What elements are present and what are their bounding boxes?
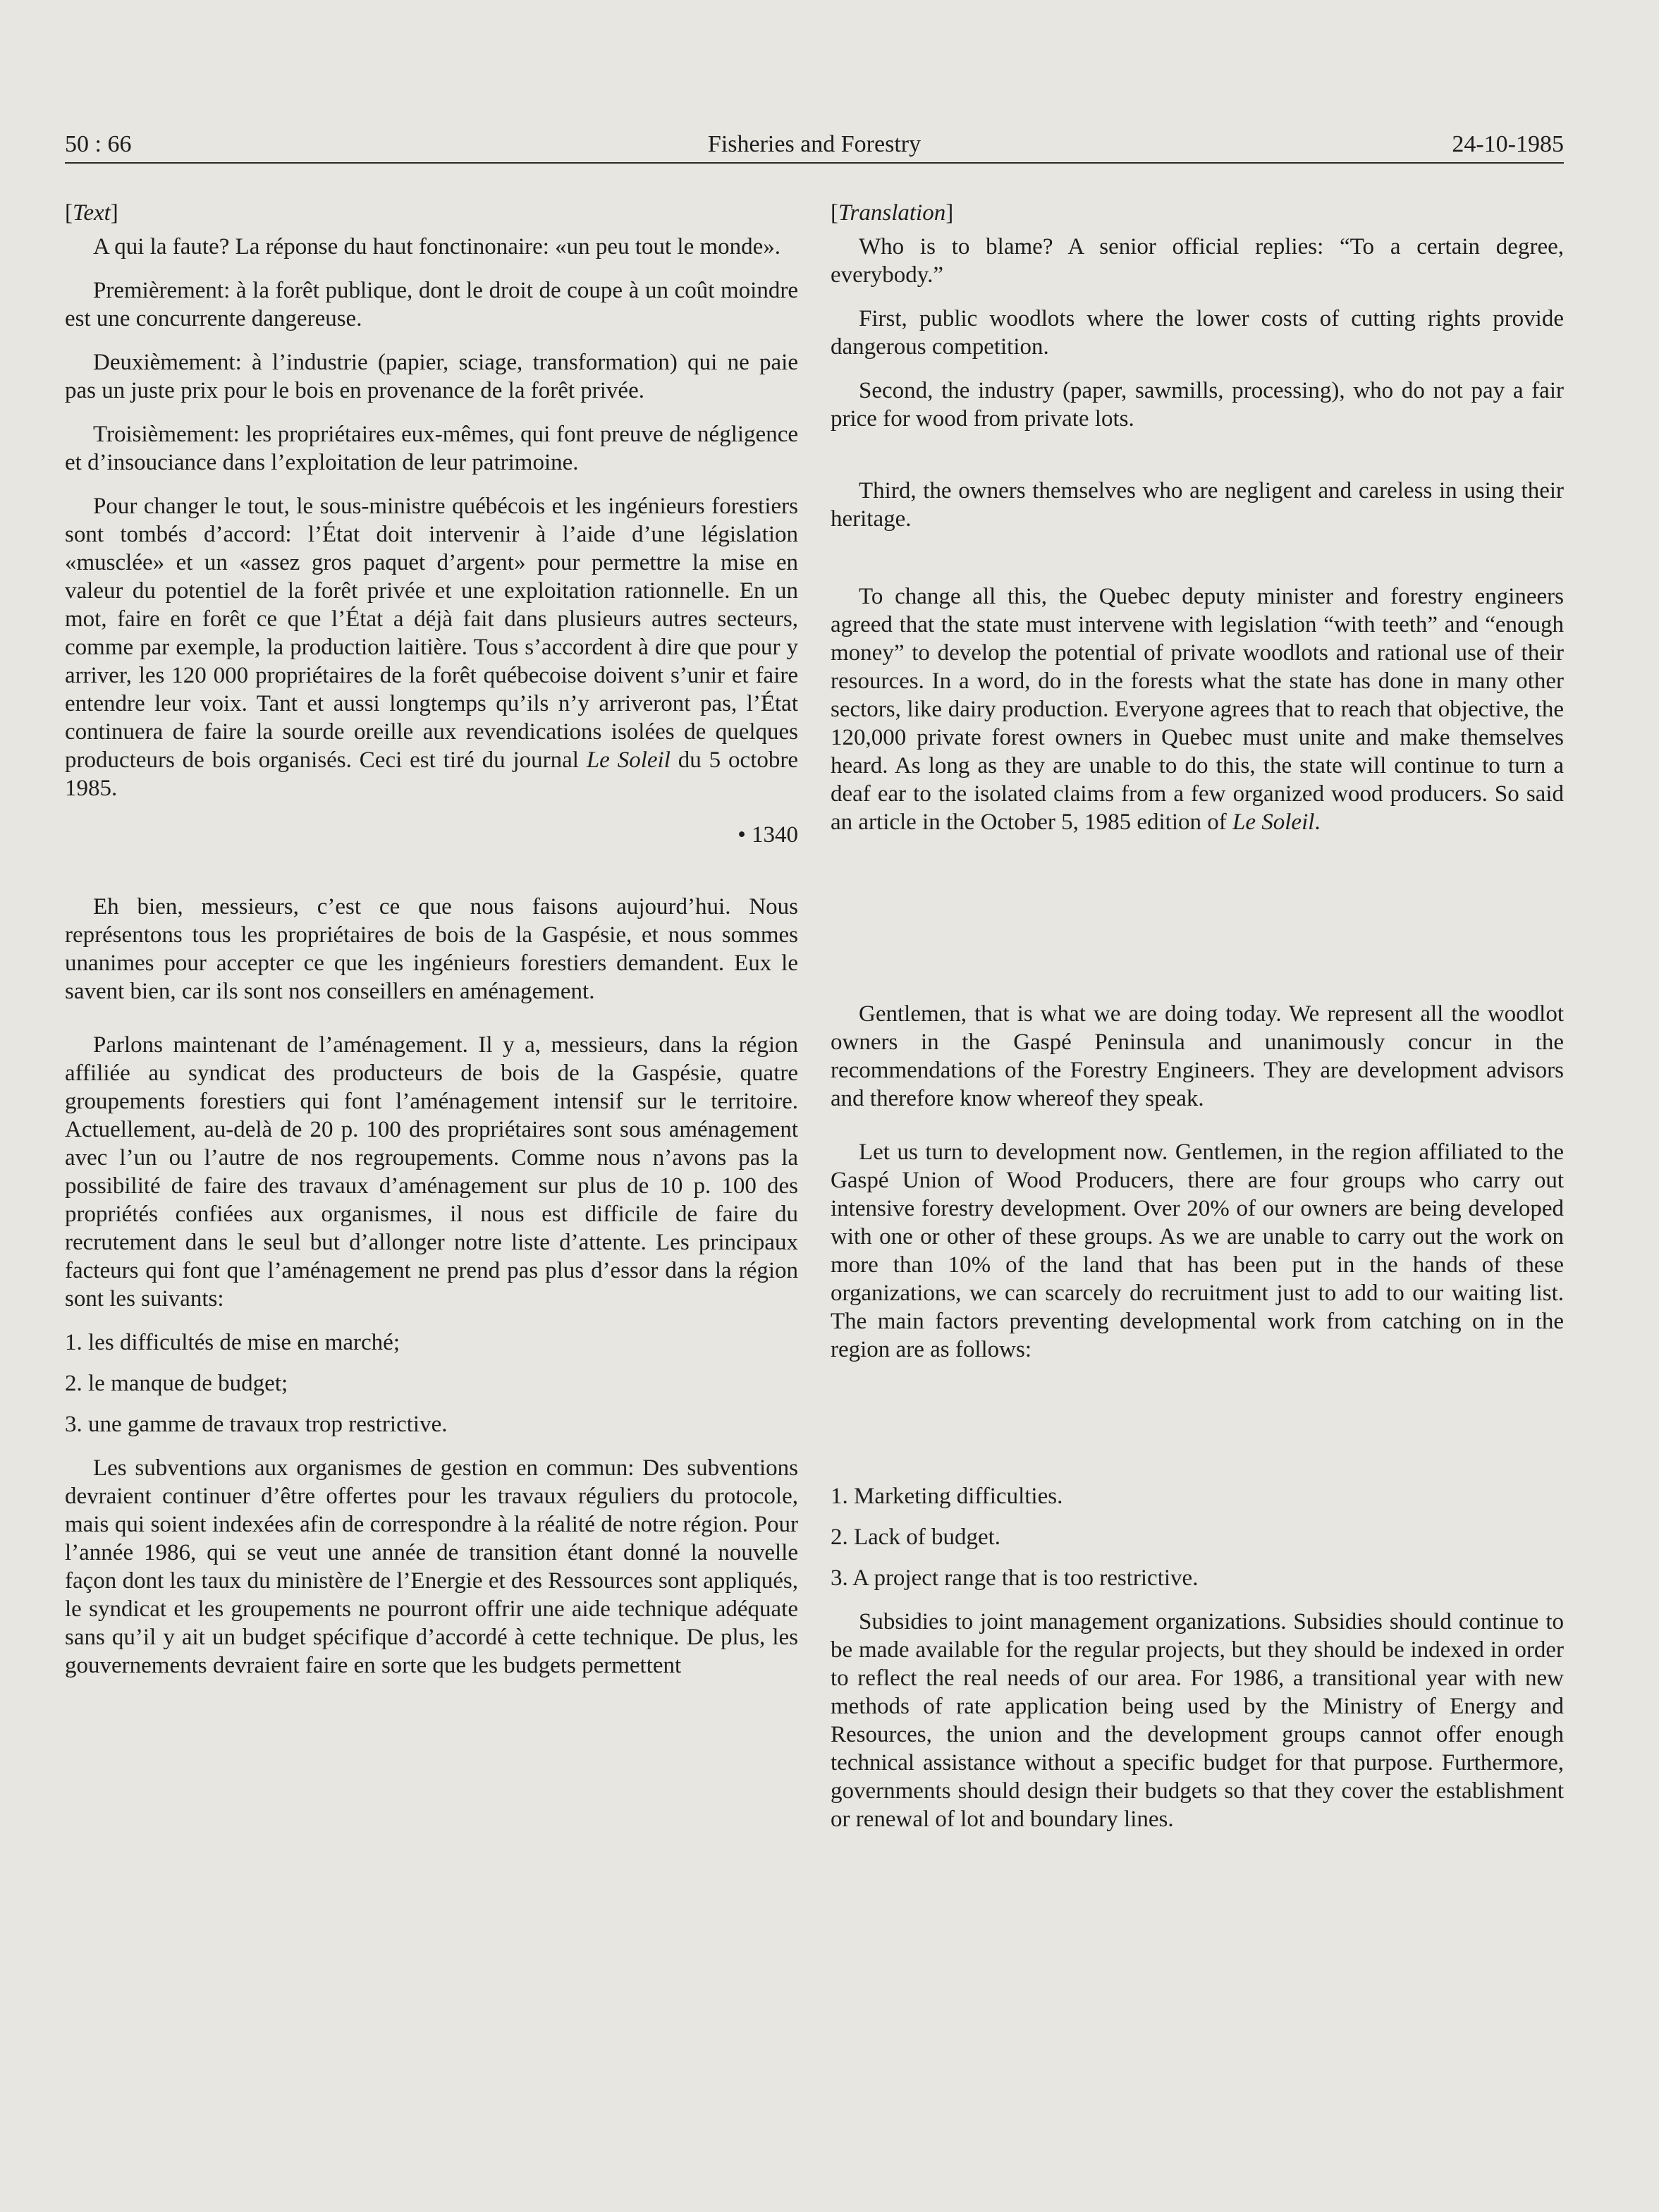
- paragraph: To change all this, the Quebec deputy minister and forestry engineers agreed that the state must intervene with legislation “with teeth” and “enough money” to develop the potential of private woodlots and rational use of their resources. In a word, do in the forests what the state has done in many other sectors, like dairy production. Everyone agrees that to reach that objective, the 120,000 private forest owners in Quebec must unite and make themselves heard. As long as they are unable to do this, the state will continue to turn a deaf ear to the isolated claims from a few organized wood producers. So said an article in the October 5, 1985 edition of Le Soleil.: [831, 584, 1564, 835]
- french-column: [65, 199, 798, 1680]
- time-marker: • 1340: [737, 822, 798, 848]
- page-header: [65, 126, 1564, 164]
- paragraph: Parlons maintenant de l’aménagement. Il y a, messieurs, dans la région affiliée au syndicat des producteurs de bois de la Gaspésie, quatre groupements forestiers qui font l’aménagement intensif sur le territoire. Actuellement, au-delà de 20 p. 100 des propriétaires sont sous aménagement avec l’un ou l’autre de nos regroupements. Comme nous n’avons pas la possibilité de faire des travaux d’aménagement sur plus de 10 p. 100 des propriétés confiées aux organismes, il nous est difficile de faire du recrutement dans le seul but d’allonger notre liste d’attente. Les principaux facteurs qui font que l’aménagement ne prend pas plus d’essor dans la région sont les suivants:: [65, 1032, 798, 1312]
- committee-title: Fisheries and Forestry: [707, 131, 922, 157]
- page-number: 50 : 66: [65, 131, 132, 157]
- list-item: 2. Lack of budget.: [831, 1524, 1001, 1550]
- paragraph: Gentlemen, that is what we are doing today. We represent all the woodlot owners in the Gaspé Peninsula and unanimously concur in the recommendations of the Forestry Engineers. They are development advisors and therefore know whereof they speak.: [831, 1001, 1564, 1111]
- paragraph: Premièrement: à la forêt publique, dont le droit de coupe à un coût moindre est une concurrente dangereuse.: [65, 278, 798, 331]
- publication-name: Le Soleil: [586, 747, 671, 773]
- text-label: [Text]: [65, 200, 118, 226]
- paragraph: Who is to blame? A senior official replies: “To a certain degree, everybody.”: [831, 234, 1564, 288]
- translation-label: [Translation]: [831, 200, 954, 226]
- list-item: 2. le manque de budget;: [65, 1371, 288, 1396]
- paragraph: Second, the industry (paper, sawmills, processing), who do not pay a fair price for wood from private lots.: [831, 378, 1564, 432]
- english-column: [831, 199, 1564, 1833]
- publication-name: Le Soleil: [1232, 809, 1315, 835]
- paragraph: Les subventions aux organismes de gestion en commun: Des subventions devraient continuer d’être offertes pour les travaux réguliers du protocole, mais qui soient indexées afin de correspondre à la réalité de notre région. Pour l’année 1986, qui se veut une année de transition étant donné la nouvelle façon dont les taux du ministère de l’Energie et des Ressources sont appliqués, le syndicat et les groupements ne pourront offrir une aide technique adéquate sans qu’il y ait un budget spécifique d’accordé à cette technique. De plus, les gouvernements devraient faire en sorte que les budgets permettent: [65, 1455, 798, 1678]
- paragraph: First, public woodlots where the lower costs of cutting rights provide dangerous competition.: [831, 306, 1564, 360]
- paragraph: Eh bien, messieurs, c’est ce que nous faisons aujourd’hui. Nous représentons tous les propriétaires de bois de la Gaspésie, et nous sommes unanimes pour accepter ce que les ingénieurs forestiers demandent. Eux le savent bien, car ils sont nos conseillers en aménagement.: [65, 894, 798, 1004]
- list-item: 1. Marketing difficulties.: [831, 1484, 1063, 1509]
- paragraph: Troisièmement: les propriétaires eux-mêmes, qui font preuve de négligence et d’insouciance dans l’exploitation de leur patrimoine.: [65, 422, 798, 475]
- paragraph: Subsidies to joint management organizations. Subsidies should continue to be made available for the regular projects, but they should be indexed in order to reflect the real needs of our area. For 1986, a transitional year with new methods of rate application being used by the Ministry of Energy and Resources, the union and the development groups cannot offer enough technical assistance without a specific budget for that purpose. Furthermore, governments should design their budgets so that they cover the establishment or renewal of lot and boundary lines.: [831, 1609, 1564, 1832]
- paragraph: Deuxièmement: à l’industrie (papier, sciage, transformation) qui ne paie pas un juste prix pour le bois en provenance de la forêt privée.: [65, 350, 798, 403]
- header-date: 24-10-1985: [1452, 131, 1564, 157]
- paragraph: A qui la faute? La réponse du haut fonctinonaire: «un peu tout le monde».: [93, 234, 781, 259]
- paragraph: Let us turn to development now. Gentlemen, in the region affiliated to the Gaspé Union of Wood Producers, there are four groups who carry out intensive forestry development. Over 20% of our owners are being developed with one or other of these groups. As we are unable to carry out the work on more than 10% of the land that has been put in the hands of these organizations, we can scarcely do recruitment just to add to our waiting list. The main factors preventing developmental work from catching on in the region are as follows:: [831, 1139, 1564, 1362]
- list-item: 3. A project range that is too restrictive.: [831, 1565, 1199, 1591]
- paragraph: Pour changer le tout, le sous-ministre québécois et les ingénieurs forestiers sont tombés d’accord: l’État doit intervenir à l’aide d’une législation «musclée» et un «assez gros paquet d’argent» pour permettre la mise en valeur du potentiel de la forêt privée et une exploitation rationnelle. En un mot, faire en forêt ce que l’État a déjà fait dans plusieurs autres secteurs, comme par exemple, la production laitière. Tous s’accordent à dire que pour y arriver, les 120 000 propriétaires de la forêt québecoise doivent s’unir et faire entendre leur voix. Tant et aussi longtemps qu’ils n’y arriveront pas, l’État continuera de faire la sourde oreille aux revendications isolées de quelques producteurs de bois organisés. Ceci est tiré du journal Le Soleil du 5 octobre 1985.: [65, 494, 798, 801]
- list-item: 1. les difficultés de mise en marché;: [65, 1330, 400, 1355]
- list-item: 3. une gamme de travaux trop restrictive.: [65, 1412, 448, 1437]
- paragraph: Third, the owners themselves who are negligent and careless in using their heritage.: [831, 478, 1564, 532]
